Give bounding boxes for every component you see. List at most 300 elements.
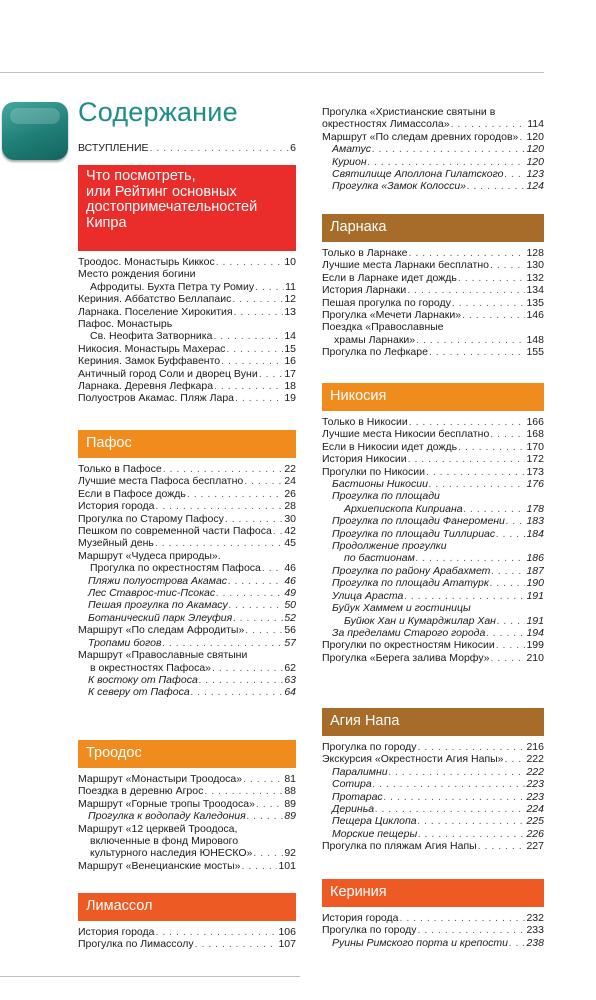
toc-entry[interactable] <box>322 156 544 168</box>
toc-entry[interactable] <box>78 860 296 872</box>
dot-leader <box>214 380 283 392</box>
section-header-line: или Рейтинг основных <box>86 183 237 200</box>
dot-leader <box>486 627 525 639</box>
toc-entry-page: 226 <box>526 827 544 840</box>
toc-entry-title: Прогулка к водопаду Каледония <box>88 810 246 823</box>
toc-entry-page: 92 <box>284 847 296 860</box>
toc-entry-title: Экскурсия «Окрестности Агия Напы» <box>322 753 504 766</box>
toc-entry-title: История города <box>78 500 155 513</box>
toc-entry-title: Ларнака. Поселение Хирокития <box>78 305 233 318</box>
limassol-entries <box>78 926 296 951</box>
dot-leader <box>418 828 525 840</box>
toc-entry-page: 130 <box>526 259 544 272</box>
dot-leader <box>490 428 525 440</box>
toc-entry[interactable] <box>322 284 544 296</box>
toc-entry[interactable] <box>322 552 544 564</box>
toc-entry[interactable] <box>78 475 296 487</box>
toc-entry[interactable] <box>322 247 544 259</box>
toc-entry[interactable] <box>78 810 296 822</box>
paphos-entries <box>78 463 296 699</box>
dot-leader <box>373 778 526 790</box>
dot-leader <box>229 599 284 611</box>
dot-leader <box>478 840 526 852</box>
toc-entry[interactable] <box>322 615 544 627</box>
toc-entry-page: 15 <box>284 342 296 355</box>
ayia-napa-entries <box>322 741 544 853</box>
dot-leader <box>458 441 525 453</box>
toc-entry-page: 135 <box>526 296 544 309</box>
toc-entry-title: Прогулка по пляжам Агия Напы <box>322 840 477 853</box>
toc-entry-title: Дериньа <box>332 803 375 816</box>
toc-entry[interactable] <box>322 131 544 143</box>
toc-entry-title: Пешком по современной части Пафоса <box>78 525 272 538</box>
dot-leader <box>195 938 278 950</box>
section-header-label: Кериния <box>330 884 387 900</box>
toc-entry[interactable] <box>78 392 296 404</box>
toc-entry[interactable] <box>78 306 296 318</box>
toc-entry-title: Протарас <box>332 790 383 803</box>
toc-entry-title: Св. Неофита Затворника <box>90 330 213 343</box>
dot-leader <box>462 309 525 321</box>
toc-entry-line[interactable]: Пафос. Монастырь <box>78 318 173 331</box>
toc-entry-page: 124 <box>526 180 544 193</box>
toc-entry[interactable] <box>78 686 296 698</box>
dot-leader <box>255 281 284 293</box>
toc-entry-page: 89 <box>284 810 296 823</box>
section-header-label: Агия Напа <box>330 713 400 729</box>
toc-entry-title: Прогулка по окрестностям Пафоса <box>90 562 261 575</box>
toc-entry-title: Аматус <box>332 143 372 156</box>
toc-entry-page: 57 <box>284 636 296 649</box>
toc-entry-title: Архиепископа Киприана <box>344 502 463 515</box>
toc-entry[interactable] <box>322 168 544 180</box>
toc-entry[interactable] <box>322 803 544 815</box>
dot-leader <box>253 847 283 859</box>
toc-entry-page: 168 <box>526 428 544 441</box>
dot-leader <box>368 156 526 168</box>
toc-entry-line[interactable]: Буйук Хаммем и гостиницы <box>332 602 471 615</box>
toc-entry-title: Маршрут «По следам древних городов» <box>322 130 519 143</box>
toc-entry-page: 187 <box>526 564 544 577</box>
toc-entry-line[interactable]: Место рождения богини <box>78 268 196 281</box>
toc-entry[interactable] <box>78 343 296 355</box>
toc-entry[interactable] <box>78 926 296 938</box>
toc-entry-title: Никосия. Монастырь Махерас <box>78 342 226 355</box>
toc-entry[interactable] <box>322 565 544 577</box>
section-header-line: Что посмотреть, <box>86 168 196 184</box>
toc-entry-line[interactable]: Прогулка «Христианские святыни в <box>322 106 496 118</box>
toc-entry-line[interactable]: Маршрут «Чудеса природы». <box>78 549 221 562</box>
dot-leader <box>243 773 283 785</box>
dot-leader <box>491 565 525 577</box>
toc-entry-page: 64 <box>284 686 296 699</box>
toc-entry-page: 222 <box>526 765 544 778</box>
section-header-kyrenia <box>322 879 544 907</box>
toc-entry-page: 225 <box>526 815 544 828</box>
toc-entry[interactable] <box>322 590 544 602</box>
toc-entry[interactable] <box>322 577 544 589</box>
toc-entry-title: Прогулка по площади Ататурк <box>332 577 489 590</box>
toc-entry[interactable] <box>322 766 544 778</box>
toc-entry[interactable] <box>78 562 296 574</box>
dot-leader <box>375 803 525 815</box>
toc-entry-title: История Ларнаки <box>322 284 407 297</box>
toc-entry-page: 224 <box>526 803 544 816</box>
toc-entry-title: Буйюк Хан и Кумарджилар Хан <box>344 614 496 627</box>
toc-entry[interactable] <box>78 785 296 797</box>
chapter-tab <box>2 102 68 160</box>
dot-leader <box>247 810 284 822</box>
dot-leader <box>232 293 283 305</box>
dot-leader <box>228 575 283 587</box>
toc-entry-title: Прогулка по району Арабахмет <box>332 564 491 577</box>
toc-entry-title: Руины Римского порта и крепости <box>332 936 508 949</box>
limassol-cont-entries <box>322 106 544 193</box>
toc-entry[interactable] <box>322 753 544 765</box>
toc-entry-title: в окрестностях Пафоса» <box>90 661 212 674</box>
dot-leader <box>163 463 284 475</box>
toc-entry[interactable] <box>322 466 544 478</box>
toc-entry-page: 89 <box>284 797 296 810</box>
section-header-label: Троодос <box>86 745 142 761</box>
toc-entry-title: Прогулка по городу <box>322 741 417 753</box>
toc-entry-line[interactable]: Маршрут «12 церквей Троодоса, <box>78 822 238 835</box>
toc-entry-page: 26 <box>284 487 296 500</box>
dot-leader <box>221 355 283 367</box>
toc-entry-page: 170 <box>526 440 544 453</box>
toc-entry-title: Афродиты. Бухта Петра ту Ромиу <box>90 280 255 293</box>
section-header-ayia-napa <box>322 708 544 736</box>
toc-entry[interactable] <box>78 599 296 611</box>
dot-leader <box>273 525 284 537</box>
toc-entry[interactable] <box>322 428 544 440</box>
dot-leader <box>191 686 284 698</box>
toc-entry[interactable] <box>78 488 296 500</box>
toc-entry-title: К востоку от Пафоса <box>88 673 198 686</box>
toc-entry-page: 42 <box>284 525 296 538</box>
toc-entry[interactable] <box>78 293 296 305</box>
dot-leader <box>216 587 283 599</box>
toc-entry[interactable] <box>322 272 544 284</box>
dot-leader <box>213 330 283 342</box>
toc-entry-title: Прогулка по площади Фанеромени <box>332 515 505 528</box>
dot-leader <box>212 662 283 674</box>
dot-leader <box>418 741 526 753</box>
dot-leader <box>389 766 526 778</box>
toc-entry[interactable] <box>322 334 544 346</box>
toc-entry-page: 16 <box>284 355 296 368</box>
toc-entry[interactable] <box>322 627 544 639</box>
dot-leader <box>509 937 525 949</box>
intro-entry <box>78 142 296 154</box>
toc-entry-page: 123 <box>526 168 544 181</box>
toc-entry-page: 194 <box>526 626 544 639</box>
dot-leader <box>490 259 525 271</box>
dot-leader <box>162 637 283 649</box>
toc-entry-title: Прогулка по площади Тиллириас <box>332 527 496 540</box>
toc-entry[interactable] <box>322 639 544 651</box>
toc-entry[interactable] <box>322 652 544 664</box>
toc-entry-page: 190 <box>526 577 544 590</box>
toc-entry[interactable] <box>322 515 544 527</box>
toc-entry[interactable] <box>322 346 544 358</box>
top-divider <box>0 72 544 73</box>
toc-entry-page: 184 <box>526 527 544 540</box>
larnaca-entries <box>322 247 544 359</box>
toc-entry-title: За пределами Старого города <box>332 626 486 639</box>
toc-entry[interactable] <box>78 256 296 268</box>
toc-entry-title: Поездка в деревню Агрос <box>78 785 204 798</box>
toc-entry-title: Если в Ларнаке идет дождь <box>322 271 457 284</box>
toc-entry[interactable] <box>78 637 296 649</box>
toc-entry-title: Музейный день <box>78 537 154 550</box>
toc-entry-title: Только в Ларнаке <box>322 247 408 259</box>
toc-entry-page: 46 <box>284 574 296 587</box>
dot-leader <box>256 798 283 810</box>
dot-leader <box>156 500 284 512</box>
toc-entry-title: Прогулка «Замок Колосси» <box>332 180 467 193</box>
toc-entry-page: 52 <box>284 611 296 624</box>
dot-leader <box>204 785 283 797</box>
toc-entry[interactable] <box>322 309 544 321</box>
toc-entry[interactable] <box>322 912 544 924</box>
toc-entry-page: 30 <box>284 512 296 525</box>
toc-entry[interactable] <box>322 118 544 130</box>
toc-entry[interactable] <box>322 503 544 515</box>
toc-entry-title: Прогулки по окрестностям Никосии <box>322 639 495 652</box>
dot-leader <box>155 537 283 549</box>
toc-entry-title: Бастионы Никосии <box>332 478 428 491</box>
dot-leader <box>235 392 283 404</box>
toc-entry-page: 28 <box>284 500 296 513</box>
toc-entry[interactable] <box>78 330 296 342</box>
toc-entry[interactable] <box>78 938 296 950</box>
toc-entry[interactable] <box>78 612 296 624</box>
toc-entry-line[interactable]: Маршрут «Православные святыни <box>78 649 248 662</box>
toc-entry[interactable] <box>78 773 296 785</box>
section-header-paphos <box>78 430 296 458</box>
toc-entry-page: 166 <box>526 416 544 428</box>
toc-entry[interactable] <box>78 662 296 674</box>
toc-entry-page: 45 <box>284 537 296 550</box>
toc-entry[interactable] <box>322 791 544 803</box>
kyrenia-entries <box>322 912 544 949</box>
toc-entry-page: 191 <box>526 614 544 627</box>
toc-entry-title: культурного наследия ЮНЕСКО» <box>90 847 253 860</box>
toc-entry-title: Маршрут «Монастыри Троодоса» <box>78 773 243 785</box>
dot-leader <box>234 306 284 318</box>
toc-entry-title: Прогулка по городу <box>322 924 417 937</box>
dot-leader <box>452 297 526 309</box>
toc-entry[interactable] <box>322 143 544 155</box>
toc-entry-page: 155 <box>526 346 544 359</box>
dot-leader <box>199 674 284 686</box>
dot-leader <box>416 552 526 564</box>
toc-entry-page: 223 <box>526 790 544 803</box>
dot-leader <box>244 475 283 487</box>
toc-entry-page: 173 <box>526 465 544 478</box>
toc-entry-page: 120 <box>526 143 544 156</box>
toc-entry-title: Прогулка «Мечети Ларнаки» <box>322 309 462 322</box>
toc-entry-page: 63 <box>284 673 296 686</box>
dot-leader <box>496 528 525 540</box>
toc-entry[interactable] <box>78 847 296 859</box>
toc-entry-title: Пляжи полуострова Акамас <box>88 574 228 587</box>
toc-entry-page: 232 <box>526 912 544 924</box>
toc-entry-page: 210 <box>526 651 544 664</box>
toc-entry-title: Тропами богов <box>88 636 162 649</box>
dot-leader <box>505 753 526 765</box>
toc-entry-page: 223 <box>526 778 544 791</box>
section-header-label: Никосия <box>330 388 387 404</box>
toc-entry-line[interactable]: Поездка «Православные <box>322 321 444 334</box>
toc-entry-title: окрестностях Лимассола» <box>322 118 450 131</box>
toc-entry-title: Паралимни <box>332 765 388 778</box>
dot-leader <box>467 180 525 192</box>
toc-entry[interactable] <box>78 537 296 549</box>
toc-entry[interactable] <box>322 478 544 490</box>
toc-entry-title: Ларнака. Деревня Лефкара <box>78 380 214 393</box>
section-header-larnaca <box>322 214 544 242</box>
toc-entry[interactable] <box>322 741 544 753</box>
toc-entry-title: Полуостров Акамас. Пляж Лара <box>78 392 234 405</box>
toc-entry-page: 81 <box>284 773 296 785</box>
toc-entry-page: 49 <box>284 587 296 600</box>
dot-leader <box>429 346 526 358</box>
toc-entry-page: 120 <box>526 155 544 168</box>
toc-entry[interactable] <box>78 281 296 293</box>
toc-entry-page: 24 <box>284 475 296 488</box>
toc-entry[interactable] <box>78 355 296 367</box>
toc-entry[interactable] <box>78 624 296 636</box>
toc-entry-title: Прогулка по Лимассолу <box>78 938 194 951</box>
toc-entry-page: 10 <box>284 256 296 268</box>
toc-entry[interactable] <box>322 528 544 540</box>
toc-entry-title: Только в Никосии <box>322 416 408 428</box>
toc-entry[interactable] <box>322 259 544 271</box>
toc-entry[interactable] <box>78 513 296 525</box>
dot-leader <box>400 912 526 924</box>
toc-entry-title: храмы Ларнаки» <box>334 333 416 346</box>
toc-entry[interactable] <box>322 778 544 790</box>
dot-leader <box>409 416 526 428</box>
toc-entry-title: Маршрут «По следам Афродиты» <box>78 624 245 637</box>
toc-entry-page: 14 <box>284 330 296 343</box>
toc-entry[interactable] <box>78 798 296 810</box>
toc-entry-page: 106 <box>278 926 296 938</box>
toc-entry-title: История Никосии <box>322 453 407 466</box>
dot-leader <box>464 503 526 515</box>
dot-leader <box>418 815 526 827</box>
toc-entry-title: Лучшие места Пафоса бесплатно <box>78 475 244 488</box>
dot-leader <box>407 284 525 296</box>
must-see-entries <box>78 256 296 405</box>
toc-entry-line[interactable]: Продолжение прогулки <box>332 540 447 553</box>
toc-entry[interactable] <box>322 180 544 192</box>
toc-entry-title: Маршрут «Венецианские мосты» <box>78 859 241 872</box>
toc-entry[interactable] <box>78 575 296 587</box>
toc-entry-page: 222 <box>526 753 544 766</box>
toc-entry[interactable] <box>78 142 296 154</box>
dot-leader <box>241 860 277 872</box>
toc-entry-page: 134 <box>526 284 544 297</box>
toc-entry-page: 88 <box>284 785 296 798</box>
dot-leader <box>429 478 526 490</box>
toc-entry[interactable] <box>78 525 296 537</box>
dot-leader <box>409 247 526 259</box>
toc-entry[interactable] <box>322 441 544 453</box>
toc-entry-title: Троодос. Монастырь Киккос <box>78 256 215 268</box>
section-header-limassol <box>78 893 296 921</box>
toc-entry[interactable] <box>322 924 544 936</box>
toc-entry-page: 107 <box>278 938 296 951</box>
toc-entry[interactable] <box>322 416 544 428</box>
toc-entry-line[interactable]: включенные в фонд Мирового <box>90 835 239 848</box>
toc-entry[interactable] <box>78 674 296 686</box>
toc-entry-page: 146 <box>526 309 544 322</box>
toc-entry-title: Кериния. Замок Буффавенто <box>78 355 221 368</box>
toc-entry-page: 233 <box>526 924 544 937</box>
dot-leader <box>372 143 525 155</box>
toc-entry[interactable] <box>78 500 296 512</box>
toc-entry[interactable] <box>78 368 296 380</box>
toc-entry-title: Сотира <box>332 778 372 791</box>
toc-entry-page: 17 <box>284 367 296 380</box>
section-header-label: Пафос <box>86 435 132 451</box>
toc-entry-page: 172 <box>526 453 544 466</box>
toc-entry-page: 56 <box>284 624 296 637</box>
toc-entry-line[interactable]: Прогулка по площади <box>332 490 440 503</box>
dot-leader <box>506 515 526 527</box>
dot-leader <box>225 513 283 525</box>
toc-entry-page: 148 <box>526 333 544 346</box>
toc-entry-page: 6 <box>290 142 296 154</box>
toc-entry-title: Лес Ставрос-тис-Псокас <box>88 587 216 600</box>
toc-entry-page: 183 <box>526 515 544 528</box>
toc-entry-title: Лучшие места Ларнаки бесплатно <box>322 259 489 272</box>
bottom-divider <box>0 976 300 977</box>
toc-entry-title: ВСТУПЛЕНИЕ <box>78 142 149 154</box>
section-header-line: достопримечательностей <box>86 199 258 215</box>
toc-entry-page: 191 <box>526 589 544 602</box>
toc-entry[interactable] <box>78 587 296 599</box>
toc-entry[interactable] <box>78 463 296 475</box>
toc-entry[interactable] <box>78 380 296 392</box>
toc-entry-page: 12 <box>284 293 296 306</box>
dot-leader <box>451 118 527 130</box>
toc-entry[interactable] <box>322 840 544 852</box>
toc-entry[interactable] <box>322 937 544 949</box>
toc-entry-title: Прогулка по Старому Пафосу <box>78 512 224 525</box>
section-header-label: Лимассол <box>86 898 153 914</box>
toc-entry[interactable] <box>322 297 544 309</box>
section-header-line: Кипра <box>86 214 127 231</box>
toc-entry-page: 227 <box>526 840 544 853</box>
toc-entry-title: Прогулки по Никосии <box>322 465 426 478</box>
toc-entry[interactable] <box>322 815 544 827</box>
toc-entry[interactable] <box>322 828 544 840</box>
dot-leader <box>418 924 526 936</box>
toc-entry-page: 114 <box>527 118 544 131</box>
toc-entry-title: Прогулка по Лефкаре <box>322 346 428 359</box>
toc-entry[interactable] <box>322 453 544 465</box>
section-header-nicosia <box>322 383 544 411</box>
toc-entry-title: Святилище Аполлона Гилатского <box>332 168 504 181</box>
toc-entry-page: 13 <box>284 305 296 318</box>
toc-entry-page: 50 <box>284 599 296 612</box>
dot-leader <box>156 926 278 938</box>
dot-leader <box>408 453 526 465</box>
